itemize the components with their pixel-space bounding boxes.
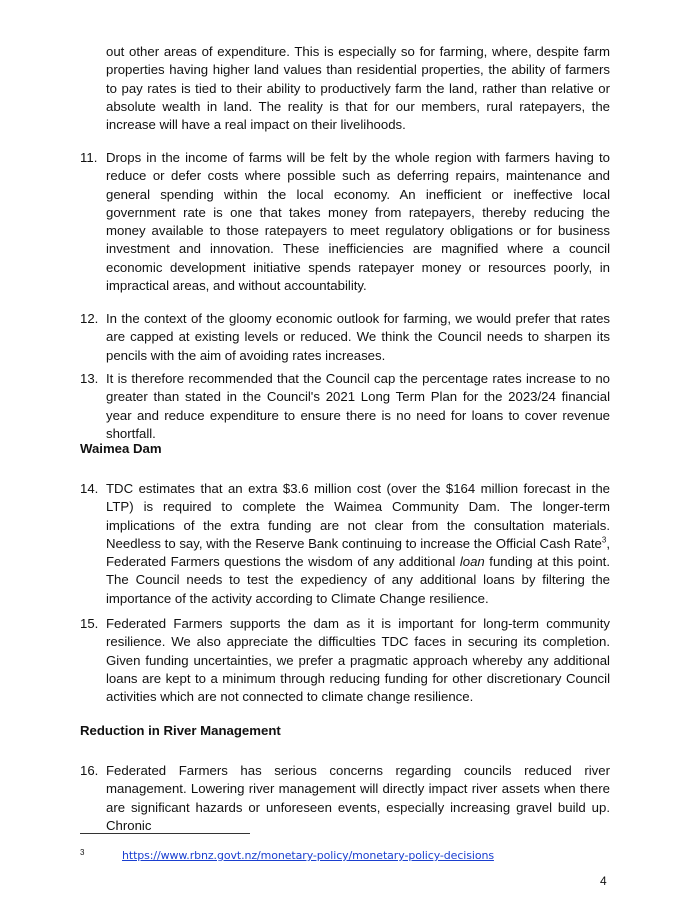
item-number: 11. — [80, 150, 98, 165]
footnote-separator — [80, 833, 250, 834]
item-text: In the context of the gloomy economic outlook for farming, we would prefer that rates are capped at existing levels or reduced. We think the Council needs to sharpen its pencils with the aim of avoiding rates increases. — [106, 311, 610, 363]
item-text: Drops in the income of farms will be felt by the whole region with farmers having to reduce or defer costs where possible such as deferring repairs, maintenance and general spending within the local economy. An inefficient or ineffective local government rate is one that takes money from ratepayers, thereby reducing the money available to those ratepayers to meet regulatory obligations or for business investment and innovation. These inefficiencies are magnified where a council economic development initiative spends ratepayer money or resources poorly, in impractical areas, and without accountability. — [106, 150, 610, 294]
footnote-link[interactable]: https://www.rbnz.govt.nz/monetary-policy/monetary-policy-decisions — [122, 849, 494, 862]
continuation-paragraph: out other areas of expenditure. This is especially so for farming, where, despite farm properties having higher land values than residential properties, the ability of farmers to pay rates is tied to their ability to productively farm the land, rather than relative or absolute wealth in land. The reality is that for our members, rural ratepayers, the increase will have a real impact on their livelihoods. — [106, 44, 610, 133]
page-number: 4 — [600, 874, 607, 888]
item-text: Federated Farmers has serious concerns regarding councils reduced river management. Lowering river management will directly impact river assets when there are significant hazards or unforeseen events, especially increasing gravel build up. Chronic — [106, 763, 610, 833]
section-heading-river-management: Reduction in River Management — [80, 723, 281, 738]
item-number: 14. — [80, 481, 99, 496]
item-text-part: , Federated Farmers questions the wisdom of any additional — [106, 535, 610, 570]
footnote-number: 3 — [80, 848, 85, 857]
item-text: It is therefore recommended that the Council cap the percentage rates increase to no greater than stated in the Council's 2021 Long Term Plan for the 2023/24 financial year and reduce expenditure to ensure there is no need for loans to cover revenue shortfall. — [106, 371, 610, 441]
item-number: 16. — [80, 763, 99, 778]
item-number: 15. — [80, 616, 99, 631]
footnote-ref: 3 — [601, 535, 607, 545]
item-text-part: funding at this point. The Council needs to test the expediency of any additional loans by filtering the importance of the activity according to Climate Change resilience. — [106, 554, 610, 606]
item-text — [106, 480, 610, 608]
item-number: 12. — [80, 311, 99, 326]
item-text-part: TDC estimates that an extra $3.6 million cost (over the $164 million forecast in the LTP) is required to complete the Waimea Community Dam. The longer-term implications of the extra funding are not clear from the consultation materials. Needless to say, with the Reserve Bank continuing to increase the Official Cash Rate — [106, 481, 610, 551]
section-heading-waimea-dam: Waimea Dam — [80, 441, 162, 456]
item-number: 13. — [80, 371, 99, 386]
italic-word: loan — [459, 554, 485, 570]
item-text: Federated Farmers supports the dam as it is important for long-term community resilience. We also appreciate the difficulties TDC faces in securing its completion. Given funding uncertainties, we prefer a pragmatic approach whereby any additional loans are kept to a minimum through reducing funding for other discretionary Council activities which are not connected to climate change resilience. — [106, 616, 610, 705]
